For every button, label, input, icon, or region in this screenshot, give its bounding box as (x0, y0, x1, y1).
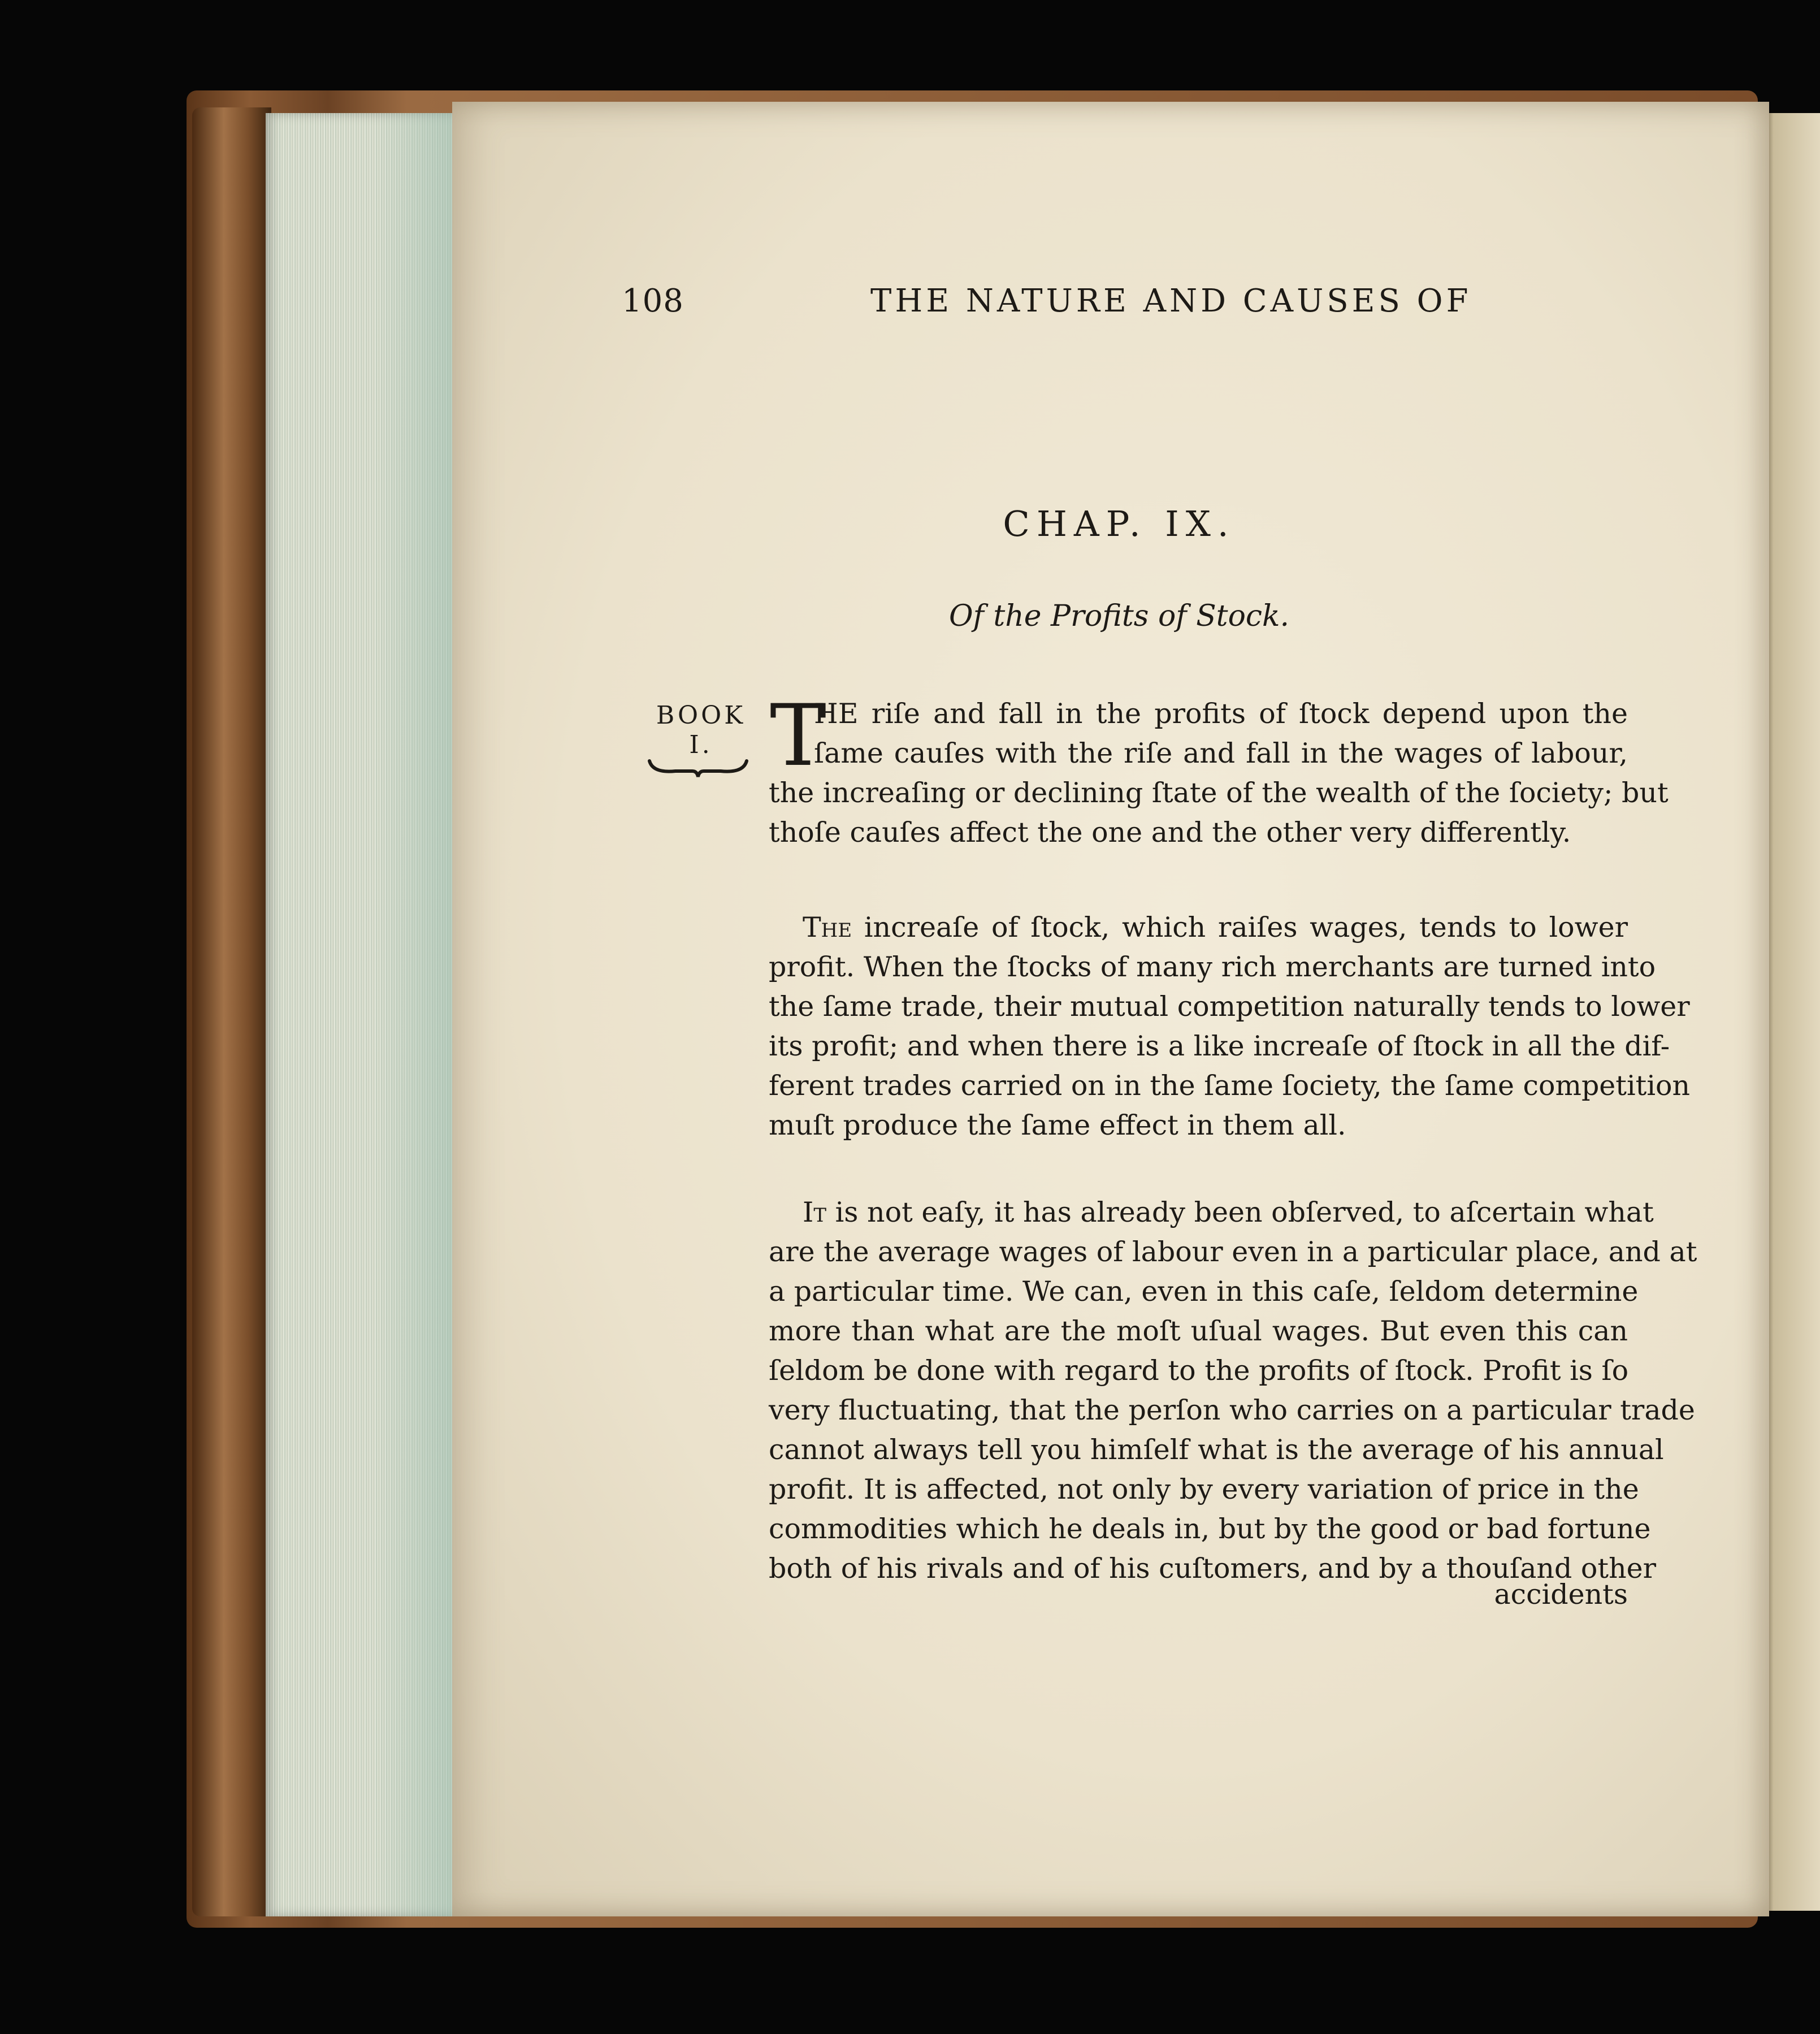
paragraph-2 (769, 908, 1691, 1145)
paragraph-line (769, 908, 1628, 947)
paragraph-line: ſame cauſes with the riſe and fall in the wages of labour, (814, 737, 1628, 769)
catchword: accidents (1494, 1578, 1628, 1611)
running-title: THE NATURE AND CAUSES OF (870, 283, 1472, 319)
margin-brace-ornament (647, 756, 749, 779)
paragraph-line: its profit; and when there is a like increaſe of ſtock in all the dif- (769, 1030, 1670, 1062)
paragraph-line: profit. When the ſtocks of many rich merchants are turned into (769, 951, 1656, 983)
paragraph-line (769, 1193, 1654, 1232)
paragraph-lead-word: It (803, 1196, 827, 1228)
paragraph-line: HE riſe and fall in the profits of ſtock depend upon the (814, 698, 1628, 730)
page-number: 108 (622, 283, 684, 319)
paragraph-line-text: is not eaſy, it has already been obſerved, to aſcertain what (826, 1196, 1654, 1228)
paragraph-line: cannot always tell you himſelf what is the average of his annual (769, 1434, 1664, 1466)
paragraph-line: muſt produce the ſame effect in them all. (769, 1109, 1346, 1141)
chapter-heading: CHAP. IX. (1003, 503, 1236, 544)
paragraph-line: commodities which he deals in, but by the good or bad fortune (769, 1513, 1651, 1545)
page-block-edges (266, 113, 458, 1916)
chapter-subtitle: Of the Profits of Stock. (948, 599, 1290, 633)
margin-note-book: BOOK (656, 701, 746, 730)
paragraph-line-text: increaſe of ſtock, which raiſes wages, tends to lower (852, 911, 1628, 944)
paragraph-line: profit. It is affected, not only by every variation of price in the (769, 1473, 1639, 1505)
running-head (622, 283, 1526, 328)
margin-note-number: I. (689, 730, 713, 759)
paragraph-line: both of his rivals and of his cuſtomers, and by a thouſand other (769, 1552, 1657, 1585)
paragraph-line: are the average wages of labour even in a particular place, and at (769, 1236, 1697, 1268)
paragraph-line: the increaſing or declining ſtate of the wealth of the ſociety; but (769, 777, 1669, 809)
paragraph-1 (769, 687, 1669, 852)
book-spine-edge (192, 107, 271, 1916)
paragraph-line: a particular time. We can, even in this caſe, ſeldom determine (769, 1275, 1639, 1308)
drop-cap: T (770, 687, 827, 785)
paragraph-3 (769, 1193, 1697, 1589)
paragraph-line: thoſe cauſes affect the one and the other very differently. (769, 816, 1571, 849)
paragraph-line: more than what are the moſt uſual wages. But even this can (769, 1315, 1628, 1347)
paragraph-line: very fluctuating, that the perſon who carries on a particular trade (769, 1394, 1695, 1426)
paragraph-line: ſeldom be done with regard to the profits of ſtock. Profit is ſo (769, 1354, 1629, 1387)
paragraph-line: ferent trades carried on in the ſame ſociety, the ſame competition (769, 1070, 1691, 1102)
margin-note (650, 701, 752, 760)
paragraph-line: the ſame trade, their mutual competition naturally tends to lower (769, 990, 1690, 1023)
paragraph-lead-word: The (803, 911, 852, 944)
